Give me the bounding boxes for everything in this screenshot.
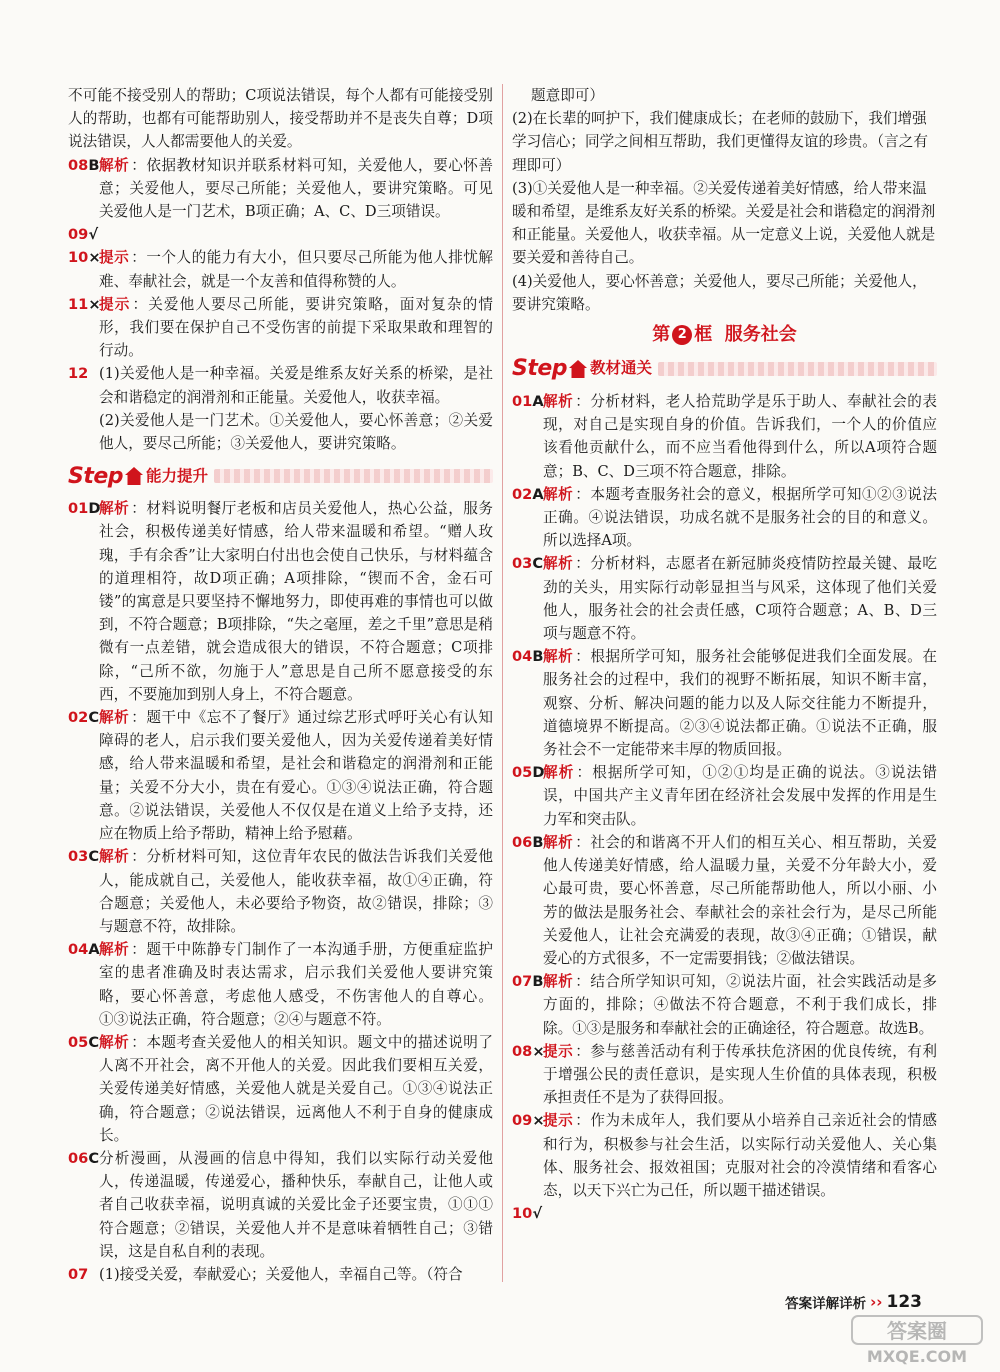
- watermark-logo: [848, 1312, 986, 1368]
- answer-item: [512, 1202, 937, 1225]
- item-number: 02C: [68, 709, 100, 727]
- item-number: 11×: [68, 295, 101, 313]
- answer-item: 04A 解析 ：题干中陈静专门制作了一本沟通手册，方便重症监护室的患者准确及时表达需求，启示我们关爱他人要讲究策略，要心怀善意，考虑他人感受，不伤害他人的自尊心。①③说法正确，符合题意；②④与题意不符。: [68, 938, 493, 1031]
- item-number: 01A: [512, 393, 544, 411]
- answer-text: 关爱他人要尽己所能，要讲究策略，面对复杂的情形，我们要在保护自己不受伤害的前提下采取果敢和理智的行动。: [99, 295, 493, 360]
- answer-item: [68, 223, 493, 246]
- column-divider: [502, 84, 503, 1282]
- step-title: 教材通关: [590, 359, 653, 378]
- item-number: 05C: [68, 1033, 100, 1051]
- answer-part: (2)关爱他人是一门艺术。①关爱他人，要心怀善意；②关爱他人，要尽己所能；③关爱他人，要讲究策略。: [99, 411, 493, 453]
- double-chevron-icon: ››: [870, 1293, 883, 1311]
- answer-item: 05C 解析 ：本题考查关爱他人的相关知识。题文中的描述说明了人离不开社会，离不开他人的关爱。因此我们要相互关爱，关爱传递美好情感，关爱他人就是关爱自己。①③④说法正确，符合题意；②说法错误，远离他人不利于自身的健康成长。: [68, 1031, 493, 1147]
- answer-item: 09× 提示 ：作为未成年人，我们要从小培养自己亲近社会的情感和行为，积极参与社会生活，以实际行动关爱他人、关心集体、服务社会、报效祖国；克服对社会的冷漠情绪和看客心态，以天下兴亡为己任，所以题干描述错误。: [512, 1109, 937, 1202]
- answer-item: 03C 解析 ：分析材料可知，这位青年农民的做法告诉我们关爱他人，能成就自己，关爱他人，能收获幸福，故①④正确，符合题意；关爱他人，未必要给予物资，故②错误，排除；③与题意不符，故排除。: [68, 845, 493, 938]
- answer-text: 一个人的能力有大小，但只要尽己所能为他人排忧解难、奉献社会，就是一个友善和值得称赞的人。: [99, 249, 493, 290]
- section-number-badge: 2: [672, 325, 692, 345]
- left-column: [68, 84, 493, 1286]
- check-mark: √: [88, 226, 99, 244]
- section-title: 第 2 框 服务社会: [652, 324, 797, 346]
- answer-item: 01D 解析 ：材料说明餐厅老板和店员关爱他人，热心公益，服务社会，积极传递美好情感，给人带来温暖和希望。“赠人玫瑰，手有余香”让大家明白付出也会使自己快乐，与材料蕴含的道理相符，故D项正确；A项排除，“锲而不舍，金石可镂”的寓意是只要坚持不懈地努力，即使再难的事情也可以做到，不符合题意；B项排除，“失之毫厘，差之千里”意思是稍微有一点差错，就会造成很大的错误，不符合题意；C项排除，“己所不欲，勿施于人”意思是自己所不愿意接受的东西，不要施加到别人身上，不符合题意。: [68, 497, 493, 706]
- hint-tag: 提示: [99, 295, 131, 313]
- item-number: 07B: [512, 973, 544, 991]
- item-number: 04B: [512, 648, 544, 666]
- answer-item: 06C 分析漫画，从漫画的信息中得知，我们以实际行动关爱他人，传递温暖，传递爱心，播种快乐，奉献自己，让他人或者自己收获幸福，说明真诚的关爱比金子还要宝贵，①①①符合题意；②错误，关爱他人并不是意味着牺牲自己；③错误，这是自私自利的表现。: [68, 1147, 493, 1263]
- answer-part: (4)关爱他人，要心怀善意；关爱他人，要尽己所能；关爱他人，要讲究策略。: [512, 272, 927, 313]
- page-footer: [785, 1292, 922, 1312]
- answer-item: 07 (1)接受关爱，奉献爱心；关爱他人，幸福自己等。（符合: [68, 1263, 493, 1286]
- step-2-header: [68, 463, 493, 489]
- hint-tag: 提示: [99, 249, 130, 267]
- answer-item: 04B 解析 ：根据所学可知，服务社会能够促进我们全面发展。在服务社会的过程中，我们的视野不断拓展，知识不断丰富，观察、分析、解决问题的能力以及人际交往能力不断提升，道德境界不断提高。②③④说法都正确。①说法不正确，服务社会不一定能带来丰厚的物质回报。: [512, 645, 937, 761]
- item-number: 08B: [68, 156, 100, 174]
- footer-label: 答案详解详析: [785, 1296, 867, 1312]
- answer-part: (3)①关爱他人是一种幸福。②关爱传递着美好情感，给人带来温暖和希望，是维系友好关系的桥梁。关爱是社会和谐稳定的润滑剂和正能量。关爱他人，收获幸福。从一定意义上说，关爱他人就是要关爱和善待自己。: [512, 179, 936, 267]
- watermark-site: MXQE.COM: [866, 1347, 968, 1366]
- answer-item: 07B 解析 ：结合所学知识可知，②说法片面，社会实践活动是多方面的，排除；④做法不符合题意，不利于我们成长，排除。①③是服务和奉献社会的正确途径，符合题意。故选B。: [512, 970, 937, 1040]
- house-badge-icon: [124, 466, 144, 486]
- item-number: 09√: [68, 226, 99, 244]
- answer-text: 依据教材知识并联系材料可知，关爱他人，要心怀善意；关爱他人，要尽己所能；关爱他人，要讲究策略。可见关爱他人是一门艺术，B项正确；A、C、D三项错误。: [99, 156, 493, 221]
- item-number: 05D: [512, 764, 545, 782]
- answer-item: 06B 解析 ：社会的和谐离不开人们的相互关心、相互帮助，关爱他人传递美好情感，给人温暖力量，关爱不分年龄大小，爱心最可贵，要心怀善意，尽己所能帮助他人，所以小丽、小芳的做法是服务社会、奉献社会的亲社会行为，是尽己所能关爱他人，让社会充满爱的表现，故③④正确；①错误，献爱心的方式很多，不一定需要捐钱；②做法错误。: [512, 831, 937, 970]
- item-number: 07: [68, 1265, 89, 1283]
- answer-item: 08× 提示 ：参与慈善活动有利于传承扶危济困的优良传统，有利于增强公民的责任意识，是实现人生价值的具体表现，积极承担责任不是为了获得回报。: [512, 1040, 937, 1110]
- answer-item: 02C 解析 ：题干中《忘不了餐厅》通过综艺形式呼吁关心有认知障碍的老人，启示我们要关爱他人，因为关爱传递着美好情感，给人带来温暖和希望，是社会和谐稳定的润滑剂和正能量；关爱不分大小，贵在有爱心。①③④说法正确，符合题意。②说法错误，关爱他人不仅仅是在道义上给予支持，还应在物质上给予帮助，精神上给予慰藉。: [68, 706, 493, 845]
- item-number: 03C: [68, 848, 100, 866]
- answer-item: 05D 解析 ：根据所学可知，①②①均是正确的说法。③说法错误，中国共产主义青年团在经济社会发展中发挥的作用是生力军和突击队。: [512, 761, 937, 831]
- continued-text: 题意即可）: [531, 87, 604, 104]
- watermark-text: 答案圈: [887, 1319, 947, 1343]
- answer-part: (2)在长辈的呵护下，我们健康成长；在老师的鼓励下，我们增强学习信心；同学之间相互帮助，我们更懂得友谊的珍贵。（言之有理即可）: [512, 110, 928, 174]
- answer-item: 11× 提示 ：关爱他人要尽己所能，要讲究策略，面对复杂的情形，我们要在保护自己不受伤害的前提下采取果敢和理智的行动。: [68, 293, 493, 363]
- step-title: 能力提升: [146, 466, 209, 485]
- answer-item: 01A 解析 ：分析材料，老人拾荒助学是乐于助人、奉献社会的表现，对自己是实现自身的价值。告诉我们，一个人的价值应该看他贡献什么，而不应当看他得到什么，所以A项符合题意；B、C、D三项不符合题意，排除。: [512, 390, 937, 483]
- analysis-tag: 解析: [99, 156, 130, 174]
- item-number: 10√: [512, 1205, 543, 1223]
- house-badge-icon: [568, 359, 588, 379]
- item-number: 06B: [512, 833, 544, 851]
- item-number: 03C: [512, 555, 544, 573]
- answer-part: (1)关爱他人是一种幸福。关爱是维系友好关系的桥梁，是社会和谐稳定的润滑剂和正能量。关爱他人，收获幸福。: [99, 365, 493, 406]
- item-number: 06C: [68, 1149, 100, 1167]
- answer-item: 02A 解析 ：本题考查服务社会的意义，根据所学可知①②③说法正确。④说法错误，功成名就不是服务社会的目的和意义。所以选择A项。: [512, 483, 937, 553]
- item-number: 08×: [512, 1042, 545, 1060]
- check-mark: √: [532, 1205, 543, 1223]
- answer-item: 03C 解析 ：分析材料，志愿者在新冠肺炎疫情防控最关键、最吃劲的关头，用实际行动彰显担当与风采，这体现了他们关爱他人，服务社会的社会责任感，C项符合题意；A、B、D三项与题意不符。: [512, 552, 937, 645]
- step-word: Step: [512, 356, 568, 382]
- item-number: 09×: [512, 1112, 545, 1130]
- right-column: [512, 84, 937, 1225]
- answer-item: 10× 提示 ：一个人的能力有大小，但只要尽己所能为他人排忧解难、奉献社会，就是一个友善和值得称赞的人。: [68, 246, 493, 292]
- item-number: 12: [68, 365, 89, 383]
- item-number: 10×: [68, 249, 101, 267]
- item-number: 01D: [68, 500, 101, 518]
- answer-item: [68, 362, 493, 455]
- item-number: 02A: [512, 485, 544, 503]
- continued-text: 不可能不接受别人的帮助；C项说法错误，每个人都有可能接受别人的帮助，也都有可能帮助别人，接受帮助并不是丧失自尊；D项说法错误，人人都需要他人的关爱。: [68, 87, 493, 151]
- decorative-bar: [214, 469, 493, 483]
- decorative-bar: [658, 362, 937, 376]
- item-number: 04A: [68, 941, 100, 959]
- step-word: Step: [68, 463, 124, 489]
- step-1-header: [512, 356, 937, 382]
- page-number: 123: [886, 1292, 922, 1312]
- answer-item: 08B 解析 ：依据教材知识并联系材料可知，关爱他人，要心怀善意；关爱他人，要尽己所能；关爱他人，要讲究策略。可见关爱他人是一门艺术，B项正确；A、C、D三项错误。: [68, 154, 493, 224]
